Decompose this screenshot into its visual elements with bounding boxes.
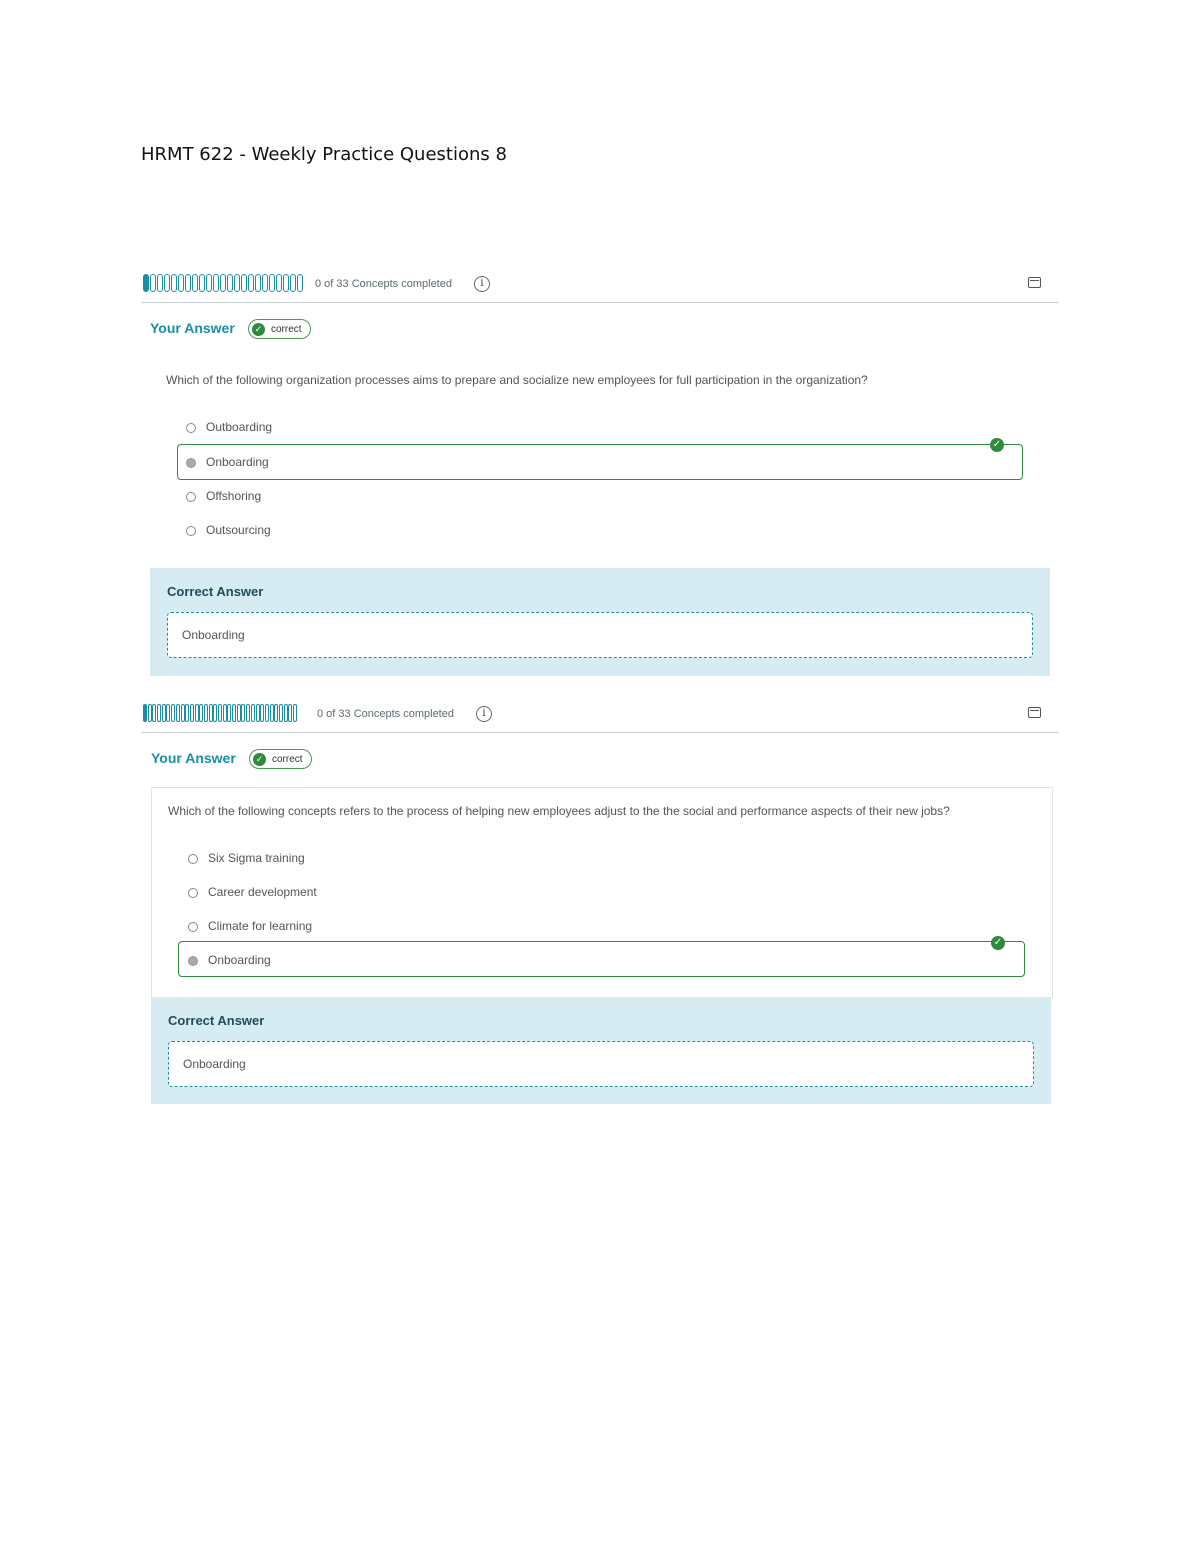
selected-answer-box [178,941,1025,977]
concept-tick[interactable] [148,704,152,722]
concept-tick[interactable] [279,704,283,722]
correct-answer-box [168,1041,1034,1087]
concept-tick[interactable] [241,274,247,292]
concept-tick[interactable] [262,274,268,292]
correct-answer-box [167,612,1033,658]
concept-tick[interactable] [251,704,255,722]
correct-answer-value: Onboarding [183,1057,246,1071]
concept-tick[interactable] [213,704,217,722]
progress-bar [141,272,1059,303]
concept-tick[interactable] [218,704,222,722]
radio-icon[interactable] [188,888,198,898]
concept-tick[interactable] [284,704,288,722]
concept-tick[interactable] [227,274,233,292]
radio-icon[interactable] [188,922,198,932]
correct-answer-title: Correct Answer [168,1013,265,1028]
document-title: HRMT 622 - Weekly Practice Questions 8 [141,144,507,165]
option-label: Onboarding [206,455,269,469]
status-badge [249,749,312,769]
radio-icon[interactable] [186,458,196,468]
concept-tick[interactable] [181,704,185,722]
info-icon[interactable]: i [476,706,492,722]
concept-tick[interactable] [185,274,191,292]
calendar-icon[interactable] [1028,277,1041,288]
concept-tick[interactable] [171,704,175,722]
concept-tick[interactable] [190,704,194,722]
option-label: Climate for learning [208,919,313,933]
concept-tick[interactable] [143,274,149,292]
concept-tick[interactable] [234,274,240,292]
concept-tick[interactable] [232,704,236,722]
concept-tick[interactable] [157,274,163,292]
concept-tick[interactable] [192,274,198,292]
check-circle-icon: ✓ [252,323,265,336]
progress-text: 0 of 33 Concepts completed [315,278,452,290]
concept-tick[interactable] [237,704,241,722]
concept-tick[interactable] [265,704,269,722]
radio-icon[interactable] [186,526,196,536]
check-circle-icon: ✓ [991,936,1005,950]
concept-tick[interactable] [171,274,177,292]
info-icon[interactable]: i [474,276,490,292]
question-text: Which of the following concepts refers to the process of helping new employees adjust to the the social and performance aspects of their new jobs? [168,804,950,818]
concept-tick[interactable] [276,274,282,292]
concept-tick[interactable] [297,274,303,292]
concept-tick[interactable] [143,704,147,722]
question-panel [151,787,1053,998]
calendar-icon[interactable] [1028,707,1041,718]
concept-tick[interactable] [178,274,184,292]
correct-answer-panel [151,997,1051,1104]
concept-tick[interactable] [185,704,189,722]
concept-tick[interactable] [241,704,245,722]
concept-tick[interactable] [157,704,161,722]
correct-answer-panel [150,568,1050,676]
badge-text: correct [271,324,302,335]
concept-tick[interactable] [162,704,166,722]
question-panel [150,357,1050,567]
radio-icon[interactable] [188,956,198,966]
question-card-1 [141,272,1059,677]
concept-ticks [143,274,304,296]
badge-text: correct [272,754,303,765]
your-answer-label: Your Answer [151,750,236,766]
correct-answer-value: Onboarding [182,628,245,642]
concept-ticks [143,704,298,726]
selected-answer-box [177,444,1023,480]
concept-tick[interactable] [269,274,275,292]
concept-tick[interactable] [209,704,213,722]
radio-icon[interactable] [186,423,196,433]
question-text: Which of the following organization processes aims to prepare and socialize new employees for full participation in the organization? [166,373,868,387]
radio-icon[interactable] [186,492,196,502]
concept-tick[interactable] [199,274,205,292]
progress-bar [141,702,1059,733]
your-answer-label: Your Answer [150,320,235,336]
option-label: Outsourcing [206,523,271,537]
concept-tick[interactable] [260,704,264,722]
concept-tick[interactable] [206,274,212,292]
concept-tick[interactable] [248,274,254,292]
concept-tick[interactable] [255,274,261,292]
check-circle-icon: ✓ [990,438,1004,452]
concept-tick[interactable] [274,704,278,722]
check-circle-icon: ✓ [253,753,266,766]
option-label: Offshoring [206,489,262,503]
concept-tick[interactable] [246,704,250,722]
option-label: Onboarding [208,953,271,967]
radio-icon[interactable] [188,854,198,864]
concept-tick[interactable] [220,274,226,292]
concept-tick[interactable] [256,704,260,722]
concept-tick[interactable] [152,704,156,722]
concept-tick[interactable] [204,704,208,722]
concept-tick[interactable] [150,274,156,292]
concept-tick[interactable] [293,704,297,722]
question-card-2 [141,702,1059,1107]
option-label: Career development [208,885,317,899]
concept-tick[interactable] [176,704,180,722]
concept-tick[interactable] [195,704,199,722]
concept-tick[interactable] [270,704,274,722]
concept-tick[interactable] [213,274,219,292]
correct-answer-title: Correct Answer [167,584,264,599]
option-label: Outboarding [206,420,273,434]
progress-text: 0 of 33 Concepts completed [317,708,454,720]
concept-tick[interactable] [166,704,170,722]
concept-tick[interactable] [199,704,203,722]
concept-tick[interactable] [223,704,227,722]
option-label: Six Sigma training [208,851,305,865]
concept-tick[interactable] [164,274,170,292]
concept-tick[interactable] [290,274,296,292]
concept-tick[interactable] [283,274,289,292]
concept-tick[interactable] [288,704,292,722]
status-badge [248,319,311,339]
concept-tick[interactable] [227,704,231,722]
